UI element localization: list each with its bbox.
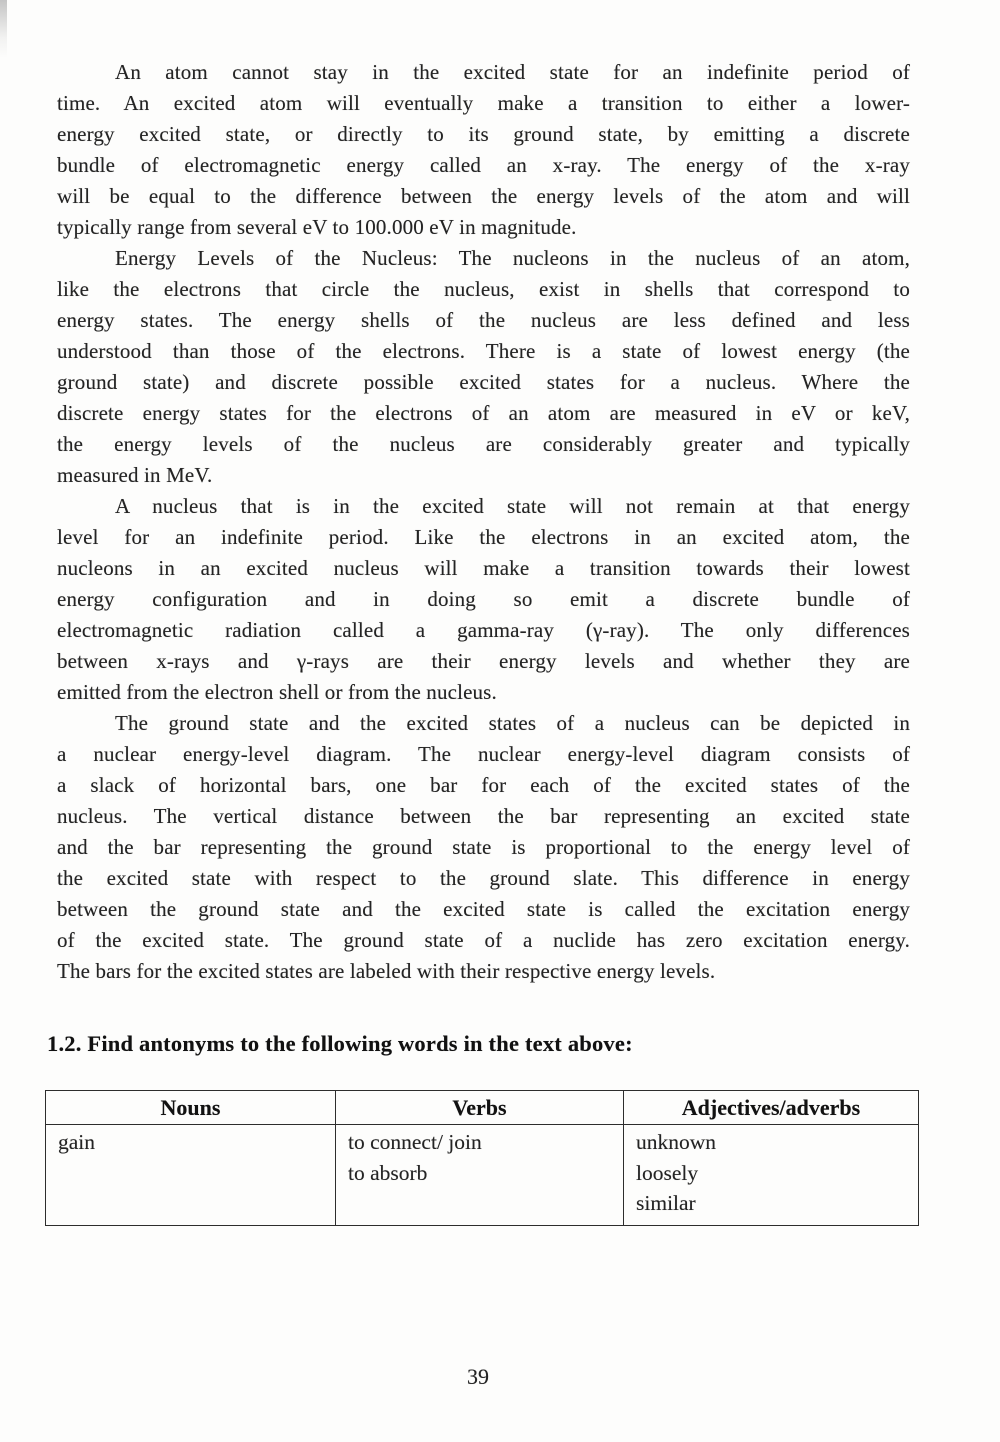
body-text	[57, 57, 910, 987]
text-line: and the bar representing the ground state is proportional to the energy level of	[57, 835, 910, 859]
text-line: unknown	[636, 1130, 717, 1154]
paragraph	[57, 243, 910, 491]
text-line: The ground state and the excited states of a nucleus can be depicted in	[115, 711, 910, 735]
text-line: will be equal to the difference between the energy levels of the atom and will	[57, 184, 910, 208]
text-line: between the ground state and the excited state is called the excitation energy	[57, 897, 910, 921]
column-header-adjectives-adverbs: Adjectives/adverbs	[624, 1091, 919, 1125]
text-line: energy excited state, or directly to its ground state, by emitting a discrete	[57, 122, 910, 146]
scan-edge-artifact	[0, 0, 7, 58]
text-line: between x-rays and γ-rays are their energy levels and whether they are	[57, 649, 910, 673]
text-line: ground state) and discrete possible excited states for a nucleus. Where the	[57, 370, 910, 394]
text-line: gain	[58, 1130, 96, 1154]
page-number: 39	[467, 1364, 489, 1389]
text-line: The bars for the excited states are labeled with their respective energy levels.	[57, 959, 716, 983]
paragraph	[57, 708, 910, 987]
text-line: to connect/ join	[348, 1130, 482, 1154]
text-line: a nuclear energy-level diagram. The nuclear energy-level diagram consists of	[57, 742, 910, 766]
text-line: measured in MeV.	[57, 463, 213, 487]
text-line: emitted from the electron shell or from the nucleus.	[57, 680, 497, 704]
exercise-heading: 1.2. Find antonyms to the following words in the text above:	[47, 1031, 633, 1056]
text-line: energy states. The energy shells of the nucleus are less defined and less	[57, 308, 910, 332]
text-line: energy configuration and in doing so emit a discrete bundle of	[57, 587, 910, 611]
text-line: to absorb	[348, 1160, 428, 1185]
text-line: nucleons in an excited nucleus will make a transition towards their lowest	[57, 556, 910, 580]
column-header-verbs: Verbs	[336, 1091, 624, 1125]
paragraph	[57, 491, 910, 708]
text-line: A nucleus that is in the excited state will not remain at that energy	[115, 494, 910, 518]
verbs-words	[348, 1127, 613, 1188]
text-line: electromagnetic radiation called a gamma-ray (γ-ray). The only differences	[57, 618, 910, 642]
text-line: discrete energy states for the electrons of an atom are measured in eV or keV,	[57, 401, 910, 425]
text-line: a slack of horizontal bars, one bar for each of the excited states of the	[57, 773, 910, 797]
paragraph	[57, 57, 910, 243]
table-header-row	[46, 1091, 919, 1125]
adjectives-adverbs-words	[636, 1127, 908, 1219]
cell-adjectives-adverbs	[624, 1125, 919, 1226]
antonyms-table	[45, 1090, 919, 1226]
text-line: time. An excited atom will eventually make a transition to either a lower-	[57, 91, 910, 115]
text-line: typically range from several eV to 100.000 eV in magnitude.	[57, 215, 577, 239]
table-row	[46, 1125, 919, 1226]
text-line: of the excited state. The ground state of a nuclide has zero excitation energy.	[57, 928, 910, 952]
cell-verbs	[336, 1125, 624, 1226]
text-line: understood than those of the electrons. There is a state of lowest energy (the	[57, 339, 910, 363]
text-line: the energy levels of the nucleus are considerably greater and typically	[57, 432, 910, 456]
text-line: similar	[636, 1191, 696, 1215]
cell-nouns	[46, 1125, 336, 1226]
text-line: the excited state with respect to the ground slate. This difference in energy	[57, 866, 910, 890]
text-line: level for an indefinite period. Like the electrons in an excited atom, the	[57, 525, 910, 549]
text-line: An atom cannot stay in the excited state for an indefinite period of	[115, 60, 910, 84]
text-line: loosely	[636, 1160, 699, 1185]
text-line: Energy Levels of the Nucleus: The nucleons in the nucleus of an atom,	[115, 246, 910, 270]
text-line: like the electrons that circle the nucleus, exist in shells that correspond to	[57, 277, 910, 301]
text-line: nucleus. The vertical distance between the bar representing an excited state	[57, 804, 910, 828]
text-line: bundle of electromagnetic energy called an x-ray. The energy of the x-ray	[57, 153, 910, 177]
nouns-words	[58, 1127, 325, 1158]
column-header-nouns: Nouns	[46, 1091, 336, 1125]
